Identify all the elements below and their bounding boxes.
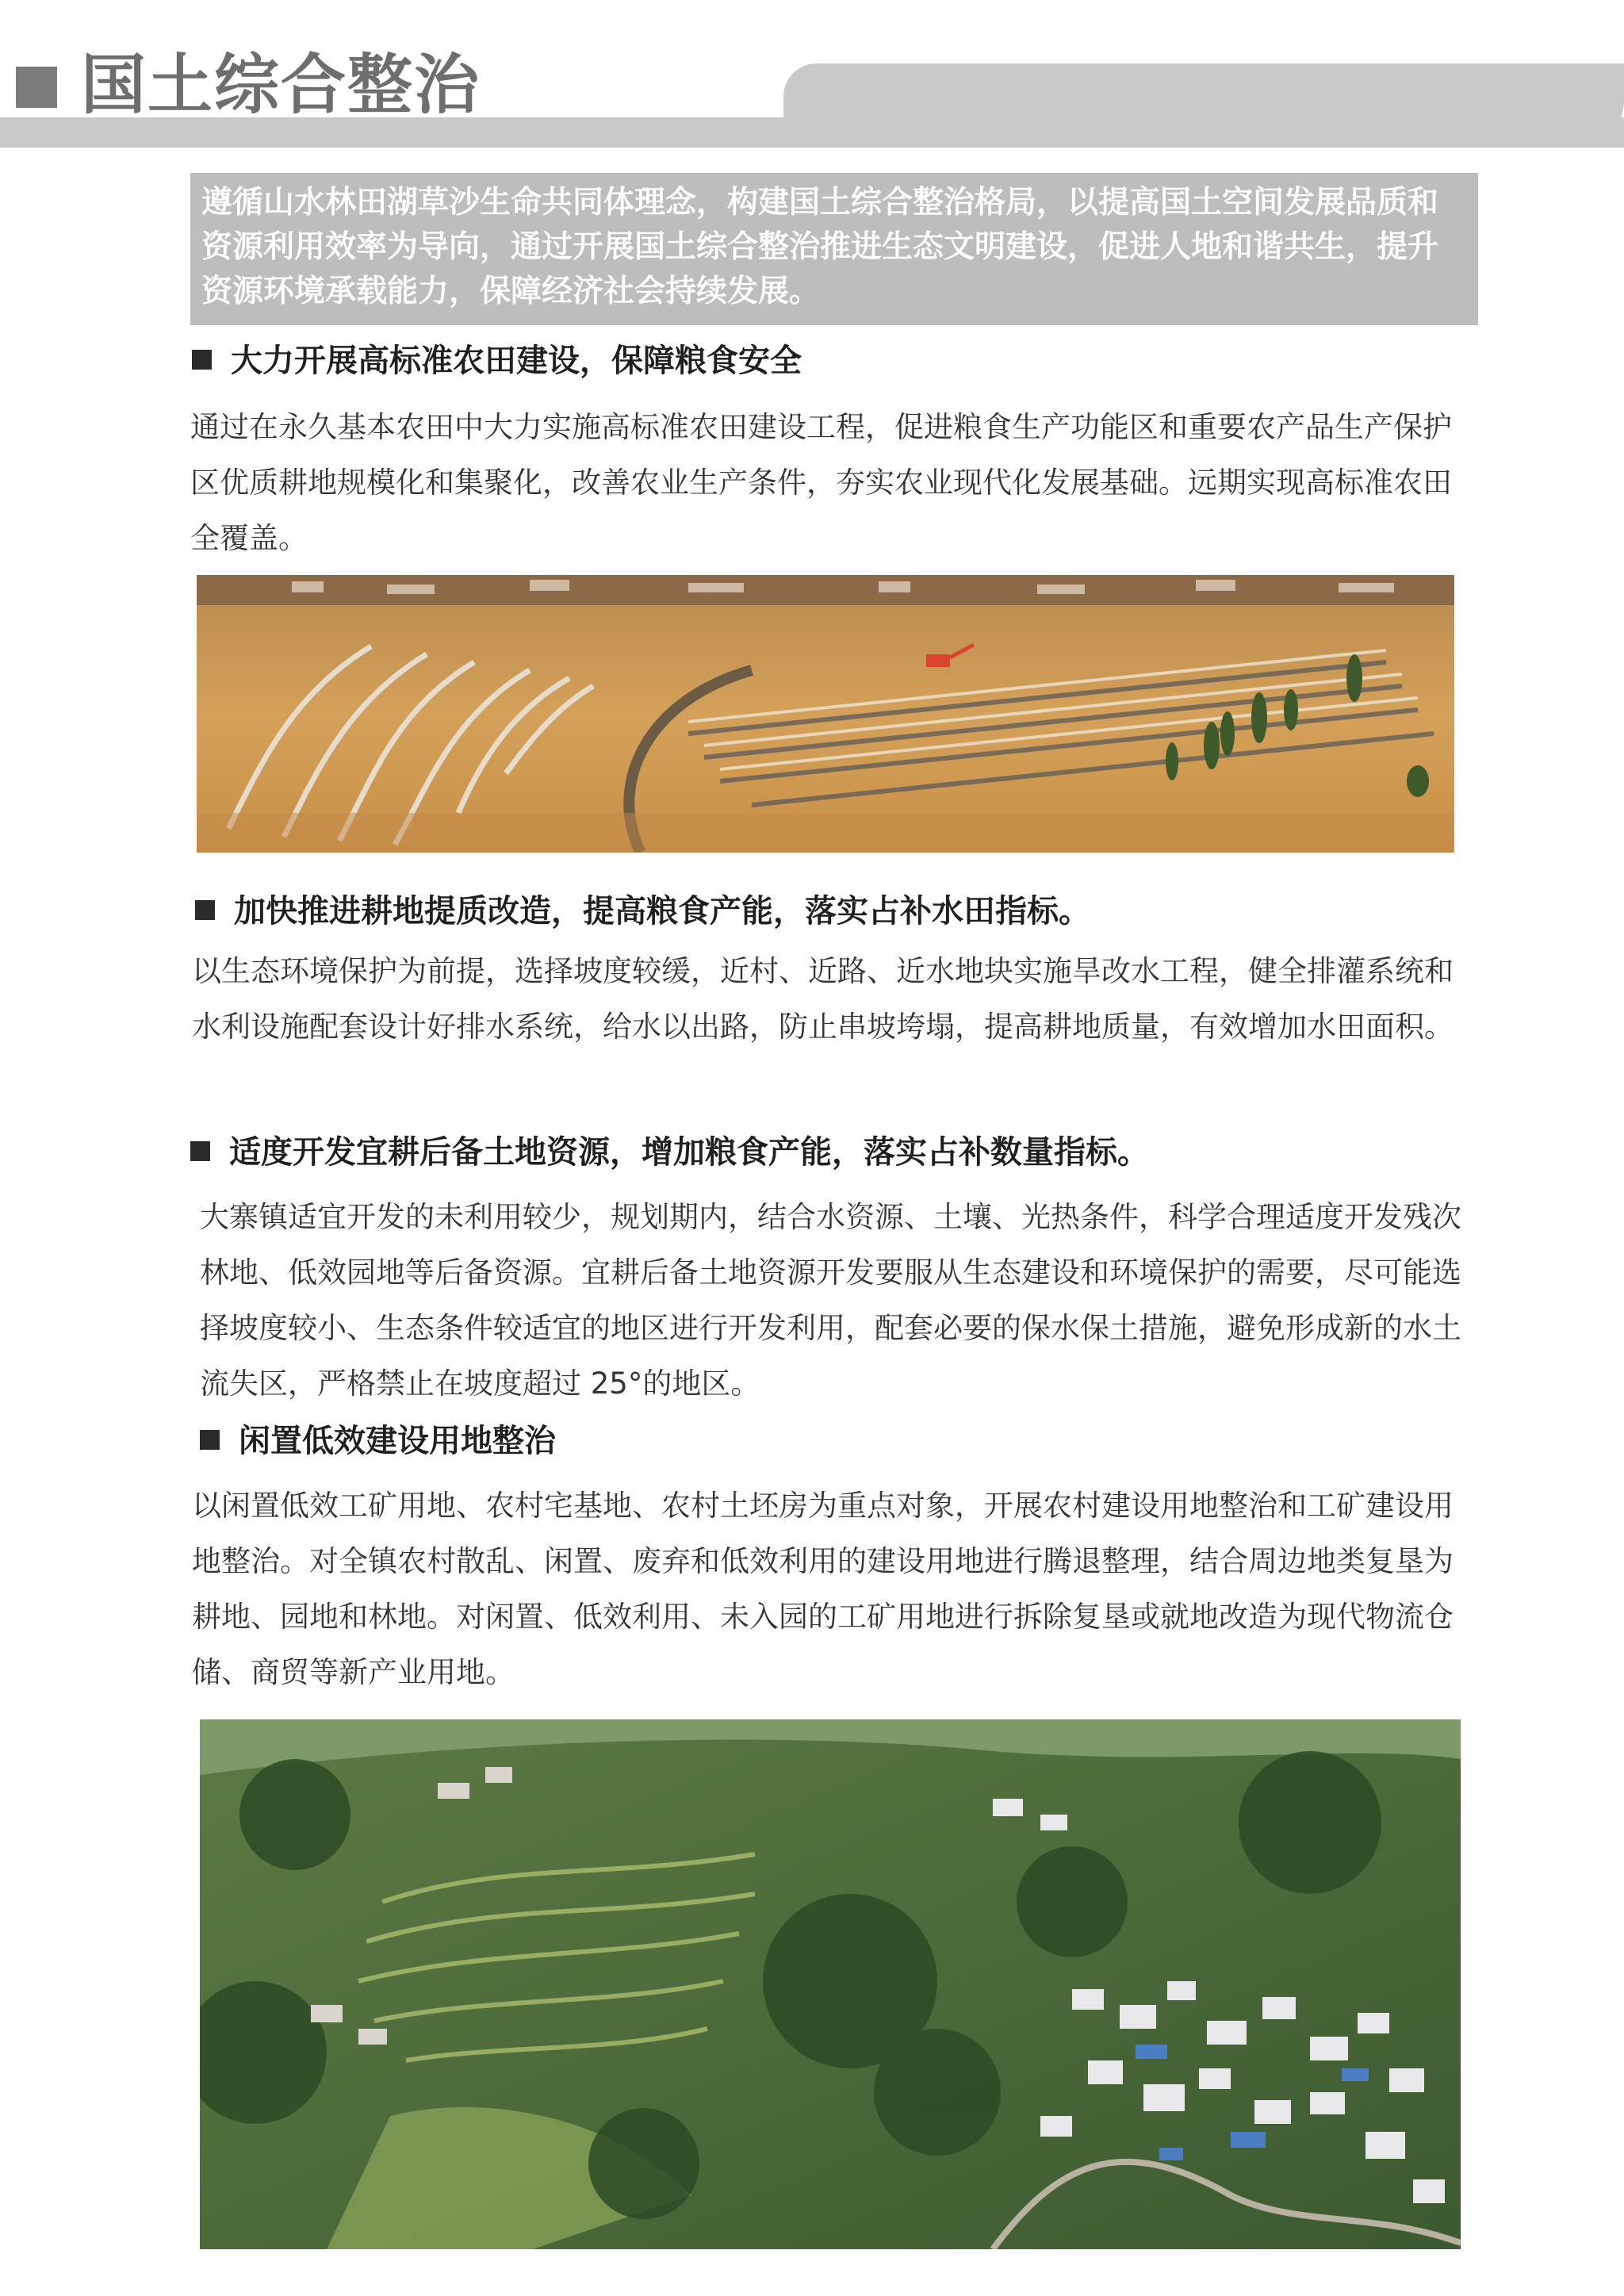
section-body-4: 以闲置低效工矿用地、农村宅基地、农村土坯房为重点对象，开展农村建设用地整治和工矿建设用地整治。对全镇农村散乱、闲置、废弃和低效利用的建设用地进行腾退整理，结合周边地类复垦为耕地、园地和林地。对闲置、低效利用、未入园的工矿用地进行拆除复垦或就地改造为现代物流仓储、商贸等新产业用地。 (192, 1489, 1454, 1689)
header-tab (783, 63, 1621, 148)
section-heading-4-text: 闲置低效建设用地整治 (239, 1423, 556, 1459)
section-heading-1 (192, 341, 802, 381)
farmland-construction-photo (197, 575, 1454, 853)
section-body-3: 大寨镇适宜开发的未利用较少，规划期内，结合水资源、土壤、光热条件，科学合理适度开发残次林地、低效园地等后备资源。宜耕后备土地资源开发要服从生态建设和环境保护的需要，尽可能选择坡度较小、生态条件较适宜的地区进行开发利用，配套必要的保水保土措施，避免形成新的水土流失区，严格禁止在坡度超过 25°的地区。 (200, 1200, 1461, 1401)
section-heading-2-text: 加快推进耕地提质改造，提高粮食产能，落实占补水田指标。 (234, 893, 1090, 930)
section-heading-1-text: 大力开展高标准农田建设，保障粮食安全 (231, 343, 802, 379)
bullet-square-icon (190, 1141, 210, 1161)
page-title: 国土综合整治 (81, 48, 481, 123)
intro-box: 遵循山水林田湖草沙生命共同体理念，构建国土综合整治格局，以提高国土空间发展品质和资源利用效率为导向，通过开展国土综合整治推进生态文明建设，促进人地和谐共生，提升资源环境承载能力，保障经济社会持续发展。 (190, 173, 1478, 325)
section-body-2: 以生态环境保护为前提，选择坡度较缓，近村、近路、近水地块实施旱改水工程，健全排灌系统和水利设施配套设计好排水系统，给水以出路，防止串坡垮塌，提高耕地质量，有效增加水田面积。 (192, 954, 1454, 1044)
title-square-icon (16, 67, 57, 108)
bullet-square-icon (195, 900, 215, 920)
section-body-1: 通过在永久基本农田中大力实施高标准农田建设工程，促进粮食生产功能区和重要农产品生产保护区优质耕地规模化和集聚化，改善农业生产条件，夯实农业现代化发展基础。远期实现高标准农田全覆盖。 (190, 410, 1452, 555)
village-aerial-photo (200, 1719, 1461, 2249)
section-heading-3 (190, 1133, 1149, 1172)
bullet-square-icon (200, 1430, 220, 1450)
section-heading-4 (200, 1421, 556, 1461)
section-heading-2 (195, 891, 1090, 931)
bullet-square-icon (192, 350, 212, 370)
section-heading-3-text: 适度开发宜耕后备土地资源，增加粮食产能，落实占补数量指标。 (229, 1134, 1149, 1171)
